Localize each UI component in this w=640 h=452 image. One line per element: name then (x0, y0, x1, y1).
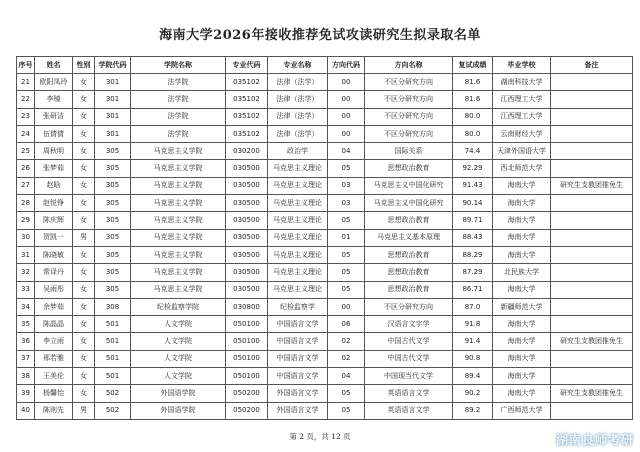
table-cell: 030500 (226, 281, 268, 298)
table-cell: 江西理工大学 (493, 91, 551, 108)
table-cell: 05 (328, 281, 365, 298)
table-cell: 80.0 (453, 125, 493, 142)
table-cell: 050100 (226, 368, 268, 385)
table-cell: 050200 (226, 385, 268, 402)
table-cell: 05 (328, 385, 365, 402)
table-cell: 050100 (226, 350, 268, 367)
table-cell: 马克思主义理论 (268, 246, 328, 263)
table-cell: 05 (328, 246, 365, 263)
table-cell: 00 (328, 298, 365, 315)
table-cell: 74.4 (453, 143, 493, 160)
table-cell: 88.29 (453, 246, 493, 263)
table-cell: 女 (73, 195, 95, 212)
table-cell: 海南大学 (493, 368, 551, 385)
table-cell: 305 (95, 229, 131, 246)
table-cell: 研究生支教团推免生 (551, 333, 633, 350)
table-cell: 马克思主义理论 (268, 212, 328, 229)
table-cell: 35 (17, 316, 35, 333)
table-cell: 035102 (226, 125, 268, 142)
table-cell: 余梦茹 (35, 298, 73, 315)
table-row (17, 177, 633, 194)
table-row (17, 246, 633, 263)
table-cell: 28 (17, 195, 35, 212)
table-cell: 人文学院 (131, 350, 226, 367)
table-cell: 89.2 (453, 402, 493, 419)
table-cell: 91.8 (453, 316, 493, 333)
table-row (17, 125, 633, 142)
table-cell: 马克思主义学院 (131, 177, 226, 194)
table-cell: 05 (328, 212, 365, 229)
table-cell: 05 (328, 402, 365, 419)
table-cell: 李立雨 (35, 333, 73, 350)
table-cell (551, 316, 633, 333)
table-cell (551, 212, 633, 229)
table-cell: 马克思主义中国化研究 (365, 177, 453, 194)
table-cell: 常译丹 (35, 264, 73, 281)
table-cell: 人文学院 (131, 333, 226, 350)
table-cell: 05 (328, 264, 365, 281)
table-cell (551, 281, 633, 298)
table-cell: 88.43 (453, 229, 493, 246)
column-header: 学院名称 (131, 57, 226, 74)
table-cell: 赵晗 (35, 177, 73, 194)
column-header: 方向名称 (365, 57, 453, 74)
table-cell: 海南大学 (493, 229, 551, 246)
table-cell: 301 (95, 91, 131, 108)
table-cell: 40 (17, 402, 35, 419)
table-cell: 伍倩倩 (35, 125, 73, 142)
table-cell: 陈庆辉 (35, 212, 73, 229)
table-cell: 030500 (226, 212, 268, 229)
table-cell: 89.4 (453, 368, 493, 385)
table-cell: 女 (73, 246, 95, 263)
table-cell: 女 (73, 143, 95, 160)
table-cell: 女 (73, 298, 95, 315)
table-cell: 030800 (226, 298, 268, 315)
table-cell: 人文学院 (131, 368, 226, 385)
table-cell: 女 (73, 368, 95, 385)
table-cell (551, 402, 633, 419)
table-cell: 30 (17, 229, 35, 246)
table-cell: 海南大学 (493, 212, 551, 229)
table-cell: 女 (73, 316, 95, 333)
column-header: 姓名 (35, 57, 73, 74)
table-cell (551, 143, 633, 160)
table-cell: 纪检监察学 (268, 298, 328, 315)
table-cell (551, 229, 633, 246)
table-cell: 邢若雅 (35, 350, 73, 367)
table-cell: 301 (95, 125, 131, 142)
table-row (17, 402, 633, 419)
table-cell: 研究生支教团推免生 (551, 177, 633, 194)
table-header-row (17, 57, 633, 74)
table-cell: 030500 (226, 264, 268, 281)
table-cell: 王美伦 (35, 368, 73, 385)
column-header: 复试成绩 (453, 57, 493, 74)
table-cell: 050200 (226, 402, 268, 419)
table-cell: 海南大学 (493, 350, 551, 367)
table-cell: 不区分研究方向 (365, 298, 453, 315)
table-cell: 030500 (226, 229, 268, 246)
table-cell: 38 (17, 368, 35, 385)
table-cell: 法律（法学） (268, 108, 328, 125)
table-cell: 马克思主义学院 (131, 160, 226, 177)
table-cell: 英语语言文学 (365, 385, 453, 402)
table-cell: 英语语言文学 (365, 402, 453, 419)
table-cell: 外国语学院 (131, 402, 226, 419)
table-cell: 欧阳凤玲 (35, 74, 73, 91)
table-cell: 天津外国语大学 (493, 143, 551, 160)
table-cell: 22 (17, 91, 35, 108)
table-cell: 37 (17, 350, 35, 367)
table-cell: 女 (73, 281, 95, 298)
table-cell: 00 (328, 108, 365, 125)
table-cell: 法律（法学） (268, 74, 328, 91)
table-cell (551, 368, 633, 385)
table-cell: 308 (95, 298, 131, 315)
table-cell: 李镜 (35, 91, 73, 108)
table-cell: 03 (328, 177, 365, 194)
table-cell: 502 (95, 385, 131, 402)
table-cell: 04 (328, 368, 365, 385)
table-cell: 思想政治教育 (365, 264, 453, 281)
table-cell: 法学院 (131, 91, 226, 108)
table-cell (551, 246, 633, 263)
table-cell: 030500 (226, 195, 268, 212)
table-cell: 90.8 (453, 350, 493, 367)
table-cell: 501 (95, 368, 131, 385)
table-cell: 法律（法学） (268, 91, 328, 108)
table-cell: 女 (73, 125, 95, 142)
column-header: 专业名称 (268, 57, 328, 74)
table-cell: 张梦茹 (35, 160, 73, 177)
table-cell: 法学院 (131, 74, 226, 91)
table-cell: 301 (95, 74, 131, 91)
table-cell: 男 (73, 229, 95, 246)
table-cell: 海南大学 (493, 177, 551, 194)
table-cell: 305 (95, 281, 131, 298)
table-cell: 人文学院 (131, 316, 226, 333)
table-cell: 不区分研究方向 (365, 125, 453, 142)
table-cell: 女 (73, 385, 95, 402)
table-cell (551, 264, 633, 281)
table-row (17, 143, 633, 160)
table-cell: 思想政治教育 (365, 160, 453, 177)
table-cell: 女 (73, 108, 95, 125)
table-cell: 035102 (226, 108, 268, 125)
table-cell: 21 (17, 74, 35, 91)
table-cell: 305 (95, 212, 131, 229)
table-cell: 贺凯一 (35, 229, 73, 246)
table-cell: 030500 (226, 246, 268, 263)
table-cell: 江西理工大学 (493, 108, 551, 125)
table-cell: 035102 (226, 91, 268, 108)
table-cell: 女 (73, 74, 95, 91)
table-cell: 305 (95, 160, 131, 177)
table-cell: 政治学 (268, 143, 328, 160)
table-cell: 法律（法学） (268, 125, 328, 142)
table-cell: 海南大学 (493, 195, 551, 212)
table-cell: 501 (95, 350, 131, 367)
table-cell: 80.0 (453, 108, 493, 125)
table-row (17, 212, 633, 229)
table-row (17, 229, 633, 246)
table-cell: 中国语言文学 (268, 350, 328, 367)
table-cell: 研究生支教团推免生 (551, 385, 633, 402)
table-cell: 91.4 (453, 333, 493, 350)
table-cell: 31 (17, 246, 35, 263)
table-cell: 030500 (226, 177, 268, 194)
table-cell: 纪检监察学院 (131, 298, 226, 315)
table-row (17, 91, 633, 108)
table-cell: 305 (95, 177, 131, 194)
table-cell: 陈晶晶 (35, 316, 73, 333)
table-cell: 马克思主义学院 (131, 281, 226, 298)
table-cell: 思想政治教育 (365, 281, 453, 298)
watermark: 湖南良师考研 (555, 433, 634, 447)
table-cell: 不区分研究方向 (365, 74, 453, 91)
table-cell: 女 (73, 212, 95, 229)
table-row (17, 385, 633, 402)
table-cell: 杨馨怡 (35, 385, 73, 402)
table-cell: 27 (17, 177, 35, 194)
table-cell: 03 (328, 195, 365, 212)
table-cell (551, 108, 633, 125)
table-cell: 33 (17, 281, 35, 298)
table-cell: 思想政治教育 (365, 246, 453, 263)
table-cell: 马克思主义学院 (131, 264, 226, 281)
table-row (17, 160, 633, 177)
table-cell: 中国语言文学 (268, 333, 328, 350)
table-cell: 90.2 (453, 385, 493, 402)
table-row (17, 195, 633, 212)
table-row (17, 298, 633, 315)
table-cell: 26 (17, 160, 35, 177)
column-header: 毕业学校 (493, 57, 551, 74)
table-cell (551, 125, 633, 142)
table-cell: 西北师范大学 (493, 160, 551, 177)
table-row (17, 368, 633, 385)
document-title: 海南大学2026年接收推荐免试攻读研究生拟录取名单 (159, 28, 481, 43)
table-row (17, 74, 633, 91)
table-cell: 39 (17, 385, 35, 402)
table-row (17, 350, 633, 367)
table-cell: 86.71 (453, 281, 493, 298)
table-cell: 海南大学 (493, 281, 551, 298)
table-cell: 思想政治教育 (365, 212, 453, 229)
table-cell (551, 74, 633, 91)
table-row (17, 316, 633, 333)
table-cell: 305 (95, 143, 131, 160)
table-body (17, 74, 633, 420)
table-cell: 女 (73, 264, 95, 281)
table-cell (551, 195, 633, 212)
table-cell: 马克思主义学院 (131, 143, 226, 160)
table-cell: 不区分研究方向 (365, 91, 453, 108)
table-cell: 马克思主义中国化研究 (365, 195, 453, 212)
table-cell: 301 (95, 108, 131, 125)
table-cell: 法学院 (131, 108, 226, 125)
table-cell: 女 (73, 350, 95, 367)
table-cell: 男 (73, 402, 95, 419)
table-cell: 050100 (226, 316, 268, 333)
table-cell: 02 (328, 350, 365, 367)
table-cell: 吴雨彤 (35, 281, 73, 298)
table-cell: 马克思主义理论 (268, 195, 328, 212)
table-cell: 25 (17, 143, 35, 160)
table-cell: 36 (17, 333, 35, 350)
table-cell: 中国古代文学 (365, 333, 453, 350)
table-cell: 501 (95, 333, 131, 350)
table-cell: 030500 (226, 160, 268, 177)
table-cell: 中国语言文学 (268, 316, 328, 333)
table-cell: 赵悦铮 (35, 195, 73, 212)
table-cell: 马克思主义理论 (268, 264, 328, 281)
table-cell: 00 (328, 91, 365, 108)
table-cell: 81.6 (453, 91, 493, 108)
page-footer: 第 2 页，共 12 页 (289, 432, 351, 441)
table-cell: 汉语言文字学 (365, 316, 453, 333)
table-cell: 04 (328, 143, 365, 160)
column-header: 学院代码 (95, 57, 131, 74)
table-cell: 马克思主义学院 (131, 246, 226, 263)
table-cell (551, 91, 633, 108)
table-cell: 91.43 (453, 177, 493, 194)
admission-table (16, 56, 633, 420)
table-cell: 马克思主义基本原理 (365, 229, 453, 246)
table-cell: 24 (17, 125, 35, 142)
table-cell: 女 (73, 333, 95, 350)
table-cell: 马克思主义学院 (131, 195, 226, 212)
table-cell (551, 298, 633, 315)
column-header: 性别 (73, 57, 95, 74)
table-cell: 女 (73, 160, 95, 177)
table-cell: 中国古代文学 (365, 350, 453, 367)
table-cell: 23 (17, 108, 35, 125)
table-cell: 张研洁 (35, 108, 73, 125)
table-cell: 87.29 (453, 264, 493, 281)
table-row (17, 281, 633, 298)
table-cell: 法学院 (131, 125, 226, 142)
table-cell: 外国语言文学 (268, 385, 328, 402)
table-cell: 国际关系 (365, 143, 453, 160)
table-cell: 湖南科技大学 (493, 74, 551, 91)
table-cell: 马克思主义理论 (268, 177, 328, 194)
table-cell: 外国语学院 (131, 385, 226, 402)
table-cell: 030200 (226, 143, 268, 160)
table-cell: 中国现当代文学 (365, 368, 453, 385)
table-cell: 050100 (226, 333, 268, 350)
column-header: 专业代码 (226, 57, 268, 74)
table-cell: 32 (17, 264, 35, 281)
table-cell: 女 (73, 177, 95, 194)
table-cell (551, 350, 633, 367)
table-cell: 海南大学 (493, 316, 551, 333)
table-row (17, 108, 633, 125)
table-cell: 01 (328, 229, 365, 246)
table-cell: 502 (95, 402, 131, 419)
table-cell: 81.6 (453, 74, 493, 91)
table-cell: 89.71 (453, 212, 493, 229)
table-cell: 90.14 (453, 195, 493, 212)
table-cell: 女 (73, 91, 95, 108)
table-cell: 马克思主义学院 (131, 229, 226, 246)
table-cell: 周秋明 (35, 143, 73, 160)
table-cell: 外国语言文学 (268, 402, 328, 419)
table-cell: 06 (328, 316, 365, 333)
table-cell (551, 160, 633, 177)
column-header: 方向代码 (328, 57, 365, 74)
table-cell: 海南大学 (493, 333, 551, 350)
table-cell: 不区分研究方向 (365, 108, 453, 125)
table-cell: 海南大学 (493, 385, 551, 402)
table-cell: 305 (95, 246, 131, 263)
table-cell: 云南财经大学 (493, 125, 551, 142)
table-cell: 马克思主义理论 (268, 229, 328, 246)
table-cell: 00 (328, 74, 365, 91)
table-cell: 92.29 (453, 160, 493, 177)
table-cell: 34 (17, 298, 35, 315)
table-cell: 中国语言文学 (268, 368, 328, 385)
table-cell: 马克思主义理论 (268, 160, 328, 177)
table-cell: 新疆师范大学 (493, 298, 551, 315)
column-header: 备注 (551, 57, 633, 74)
table-cell: 501 (95, 316, 131, 333)
table-cell: 陈则先 (35, 402, 73, 419)
table-cell: 北民族大学 (493, 264, 551, 281)
table-cell: 305 (95, 195, 131, 212)
table-cell: 29 (17, 212, 35, 229)
table-row (17, 264, 633, 281)
table-cell: 00 (328, 125, 365, 142)
table-cell: 马克思主义理论 (268, 281, 328, 298)
column-header: 序号 (17, 57, 35, 74)
table-cell: 02 (328, 333, 365, 350)
table-cell: 87.0 (453, 298, 493, 315)
table-cell: 035102 (226, 74, 268, 91)
table-row (17, 333, 633, 350)
table-cell: 马克思主义学院 (131, 212, 226, 229)
table-cell: 05 (328, 160, 365, 177)
table-cell: 广西师范大学 (493, 402, 551, 419)
table-cell: 305 (95, 264, 131, 281)
table-cell: 陈晓敏 (35, 246, 73, 263)
table-cell: 海南大学 (493, 246, 551, 263)
